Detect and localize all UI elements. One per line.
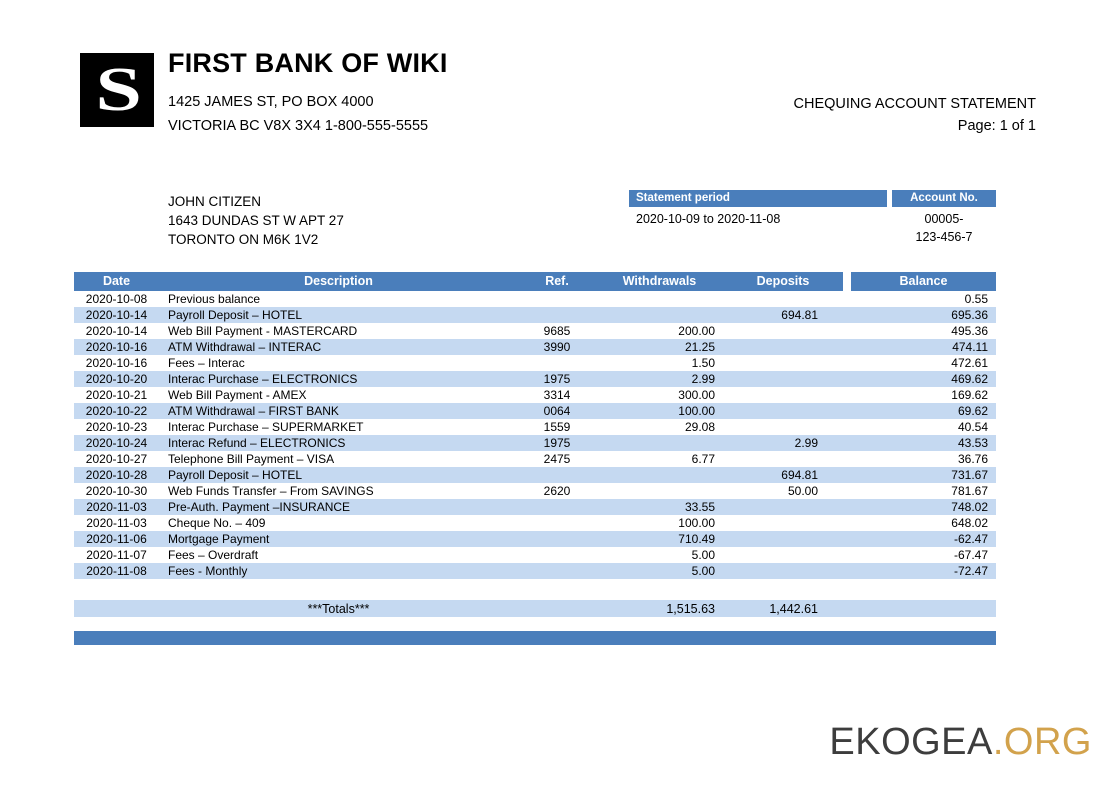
page-indicator: Page: 1 of 1 bbox=[957, 118, 1036, 134]
cell-balance: 781.67 bbox=[951, 484, 988, 498]
cell-date: 2020-10-16 bbox=[85, 340, 148, 354]
cell-balance: 469.62 bbox=[951, 372, 988, 386]
cell-withdrawal: 6.77 bbox=[691, 452, 715, 466]
cell-description: Payroll Deposit – HOTEL bbox=[168, 468, 303, 482]
cell-date: 2020-10-22 bbox=[85, 404, 148, 418]
cell-date: 2020-10-16 bbox=[85, 356, 148, 370]
cell-withdrawal: 100.00 bbox=[678, 404, 715, 418]
cell-date: 2020-11-06 bbox=[86, 532, 147, 546]
cell-deposit: 694.81 bbox=[781, 308, 818, 322]
cell-balance: -72.47 bbox=[953, 564, 988, 578]
column-header-description: Description bbox=[159, 272, 518, 291]
watermark bbox=[829, 721, 1092, 764]
cell-ref: 1975 bbox=[543, 372, 571, 386]
cell-balance: 648.02 bbox=[951, 516, 988, 530]
cell-date: 2020-10-21 bbox=[85, 388, 148, 402]
column-header-gap bbox=[843, 272, 851, 291]
column-header-balance: Balance bbox=[851, 272, 996, 291]
cell-date: 2020-10-20 bbox=[85, 372, 148, 386]
cell-date: 2020-10-23 bbox=[85, 420, 148, 434]
cell-balance: 36.76 bbox=[957, 452, 988, 466]
cell-description: Interac Purchase – SUPERMARKET bbox=[168, 420, 364, 434]
customer-address-line-2: TORONTO ON M6K 1V2 bbox=[168, 232, 319, 247]
table-row bbox=[74, 355, 996, 371]
statement-period-box bbox=[629, 190, 996, 246]
account-number-line-2: 123-456-7 bbox=[915, 230, 973, 244]
cell-description: Mortgage Payment bbox=[168, 532, 270, 546]
table-row bbox=[74, 467, 996, 483]
cell-date: 2020-11-03 bbox=[86, 516, 147, 530]
table-row bbox=[74, 563, 996, 579]
cell-description: Interac Purchase – ELECTRONICS bbox=[168, 372, 358, 386]
cell-description: Web Bill Payment - MASTERCARD bbox=[168, 324, 358, 338]
watermark-main: EKOGEA bbox=[829, 721, 993, 763]
cell-ref: 3314 bbox=[543, 388, 571, 402]
table-row bbox=[74, 387, 996, 403]
transactions-table bbox=[74, 272, 996, 579]
cell-description: Fees - Monthly bbox=[168, 564, 248, 578]
cell-withdrawal: 710.49 bbox=[678, 532, 715, 546]
cell-balance: 695.36 bbox=[951, 308, 988, 322]
cell-date: 2020-10-27 bbox=[85, 452, 148, 466]
bank-logo bbox=[80, 53, 154, 127]
cell-withdrawal: 5.00 bbox=[691, 548, 715, 562]
cell-balance: 40.54 bbox=[957, 420, 988, 434]
table-row bbox=[74, 531, 996, 547]
cell-description: Fees – Interac bbox=[168, 356, 245, 370]
cell-withdrawal: 200.00 bbox=[678, 324, 715, 338]
cell-balance: 0.55 bbox=[964, 292, 988, 306]
cell-withdrawal: 21.25 bbox=[684, 340, 715, 354]
table-row bbox=[74, 483, 996, 499]
cell-withdrawal: 29.08 bbox=[684, 420, 715, 434]
cell-date: 2020-10-24 bbox=[85, 436, 148, 450]
cell-date: 2020-10-30 bbox=[85, 484, 148, 498]
dollar-sign-icon: S bbox=[95, 56, 139, 124]
cell-ref: 2620 bbox=[543, 484, 571, 498]
cell-description: Web Bill Payment - AMEX bbox=[168, 388, 307, 402]
cell-balance: 472.61 bbox=[951, 356, 988, 370]
customer-address-line-1: 1643 DUNDAS ST W APT 27 bbox=[168, 213, 344, 228]
account-number-value bbox=[892, 210, 996, 246]
table-row bbox=[74, 435, 996, 451]
table-row bbox=[74, 451, 996, 467]
cell-balance: 731.67 bbox=[951, 468, 988, 482]
customer-name: JOHN CITIZEN bbox=[168, 194, 261, 209]
table-row bbox=[74, 323, 996, 339]
cell-description: Interac Refund – ELECTRONICS bbox=[168, 436, 346, 450]
cell-balance: 69.62 bbox=[957, 404, 988, 418]
cell-withdrawal: 2.99 bbox=[691, 372, 715, 386]
statement-period-header: Statement period bbox=[629, 190, 887, 207]
cell-description: Fees – Overdraft bbox=[168, 548, 259, 562]
cell-deposit: 694.81 bbox=[781, 468, 818, 482]
table-row bbox=[74, 515, 996, 531]
table-body bbox=[74, 291, 996, 579]
cell-balance: -62.47 bbox=[953, 532, 988, 546]
cell-withdrawal: 33.55 bbox=[684, 500, 715, 514]
cell-description: Pre-Auth. Payment –INSURANCE bbox=[168, 500, 351, 514]
statement-period-values-row bbox=[629, 210, 996, 246]
cell-description: Previous balance bbox=[168, 292, 261, 306]
cell-date: 2020-10-28 bbox=[85, 468, 148, 482]
statement-period-value: 2020-10-09 to 2020-11-08 bbox=[636, 212, 781, 226]
cell-date: 2020-10-14 bbox=[85, 308, 148, 322]
cell-deposit: 50.00 bbox=[787, 484, 818, 498]
cell-ref: 3990 bbox=[543, 340, 571, 354]
document-header bbox=[80, 48, 1036, 148]
table-row bbox=[74, 499, 996, 515]
cell-ref: 1975 bbox=[543, 436, 571, 450]
account-number-line-1: 00005- bbox=[924, 212, 964, 226]
cell-withdrawal: 5.00 bbox=[691, 564, 715, 578]
customer-address-block bbox=[168, 192, 344, 249]
table-row bbox=[74, 339, 996, 355]
cell-description: Telephone Bill Payment – VISA bbox=[168, 452, 335, 466]
account-number-header: Account No. bbox=[892, 190, 996, 207]
cell-description: Web Funds Transfer – From SAVINGS bbox=[168, 484, 374, 498]
cell-date: 2020-11-08 bbox=[86, 564, 147, 578]
table-row bbox=[74, 419, 996, 435]
cell-description: ATM Withdrawal – INTERAC bbox=[168, 340, 322, 354]
totals-label: ***Totals*** bbox=[307, 601, 370, 616]
statement-title: CHEQUING ACCOUNT STATEMENT bbox=[793, 96, 1036, 112]
statement-period-header-row bbox=[629, 190, 996, 207]
cell-description: Cheque No. – 409 bbox=[168, 516, 266, 530]
cell-date: 2020-11-03 bbox=[86, 500, 147, 514]
cell-balance: 43.53 bbox=[957, 436, 988, 450]
table-row bbox=[74, 403, 996, 419]
table-row bbox=[74, 547, 996, 563]
cell-ref: 1559 bbox=[543, 420, 571, 434]
cell-ref: 0064 bbox=[543, 404, 571, 418]
watermark-suffix: .ORG bbox=[992, 721, 1092, 763]
totals-withdrawals: 1,515.63 bbox=[666, 601, 715, 616]
cell-deposit: 2.99 bbox=[794, 436, 818, 450]
table-header-row bbox=[74, 272, 996, 291]
cell-description: ATM Withdrawal – FIRST BANK bbox=[168, 404, 339, 418]
cell-date: 2020-11-07 bbox=[86, 548, 147, 562]
cell-description: Payroll Deposit – HOTEL bbox=[168, 308, 303, 322]
cell-balance: 474.11 bbox=[952, 340, 988, 354]
bank-name: FIRST BANK OF WIKI bbox=[168, 48, 448, 78]
cell-balance: -67.47 bbox=[953, 548, 988, 562]
bank-address-line-2: VICTORIA BC V8X 3X4 1-800-555-5555 bbox=[168, 118, 429, 134]
column-header-withdrawals: Withdrawals bbox=[596, 272, 723, 291]
cell-ref: 9685 bbox=[543, 324, 571, 338]
cell-withdrawal: 1.50 bbox=[691, 356, 715, 370]
table-row bbox=[74, 307, 996, 323]
cell-balance: 169.62 bbox=[951, 388, 988, 402]
cell-withdrawal: 300.00 bbox=[678, 388, 715, 402]
table-row bbox=[74, 291, 996, 307]
cell-date: 2020-10-08 bbox=[85, 292, 148, 306]
column-header-date: Date bbox=[74, 272, 159, 291]
cell-date: 2020-10-14 bbox=[85, 324, 148, 338]
cell-ref: 2475 bbox=[543, 452, 571, 466]
cell-balance: 748.02 bbox=[951, 500, 988, 514]
totals-row bbox=[74, 600, 996, 617]
footer-accent-bar bbox=[74, 631, 996, 645]
column-header-deposits: Deposits bbox=[723, 272, 843, 291]
totals-deposits: 1,442.61 bbox=[769, 601, 818, 616]
table-row bbox=[74, 371, 996, 387]
cell-balance: 495.36 bbox=[951, 324, 988, 338]
bank-address-line-1: 1425 JAMES ST, PO BOX 4000 bbox=[168, 94, 374, 110]
cell-withdrawal: 100.00 bbox=[678, 516, 715, 530]
column-header-ref: Ref. bbox=[518, 272, 596, 291]
